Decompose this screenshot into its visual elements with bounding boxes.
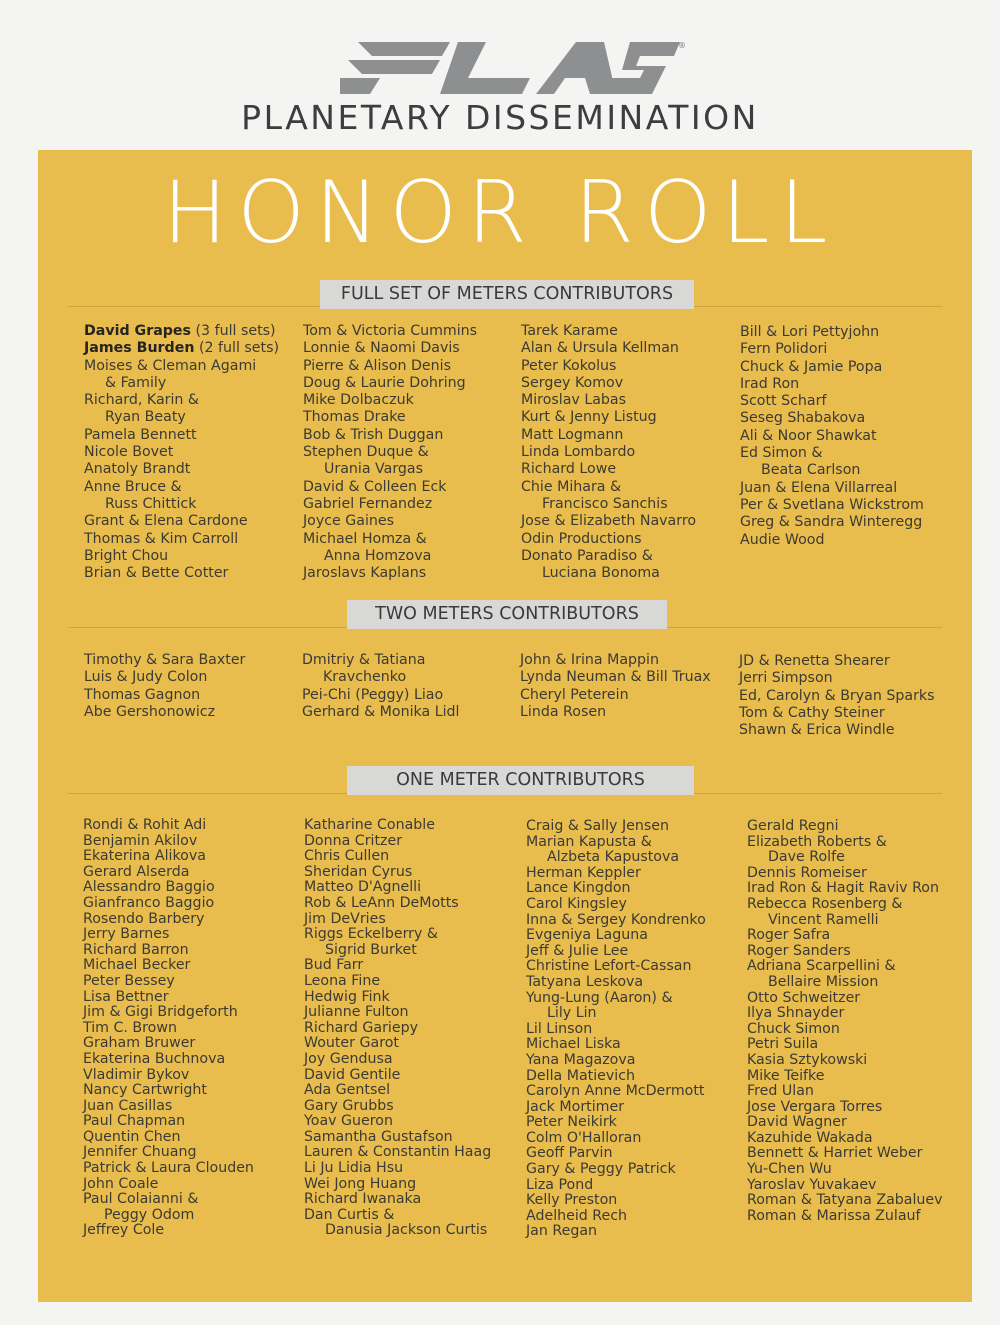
honoree: Timothy & Sara Baxter	[84, 652, 246, 668]
honoree: Li Ju Lidia Hsu	[304, 1160, 404, 1177]
honoree: Peter Kokolus	[521, 357, 617, 374]
honoree: Nicole Bovet	[84, 444, 174, 461]
honoree: Fern Polidori	[740, 341, 828, 358]
honoree: Gerhard & Monika Lidl	[302, 703, 460, 720]
honoree: Rebecca Rosenberg &	[747, 895, 903, 912]
honoree: Gerard Alserda	[83, 863, 190, 880]
one-meter-column-2	[304, 818, 514, 1239]
honoree: Thomas Drake	[303, 409, 406, 426]
honoree: Jan Regan	[526, 1223, 598, 1240]
honoree: Herman Keppler	[526, 864, 641, 881]
honoree: Jaroslavs Kaplans	[303, 565, 427, 582]
honoree: Kurt & Jenny Listug	[521, 409, 657, 426]
honoree: John & Irina Mappin	[520, 652, 659, 668]
full-set-column-4	[740, 324, 950, 549]
honoree: Bennett & Harriet Weber	[747, 1145, 923, 1162]
honoree: Tom & Cathy Steiner	[739, 704, 885, 721]
honoree: Evgeniya Laguna	[526, 927, 648, 944]
honoree: Hedwig Fink	[304, 988, 390, 1005]
honoree-continued: Kravchenko	[323, 669, 407, 686]
honoree: Gianfranco Baggio	[83, 894, 215, 911]
honoree-continued: Russ Chittick	[105, 495, 197, 512]
honoree: Yaroslav Yuvakaev	[747, 1176, 877, 1193]
honoree: Yoav Gueron	[304, 1113, 393, 1130]
honoree: JD & Renetta Shearer	[739, 653, 890, 669]
one-meter-column-3	[526, 819, 736, 1240]
honoree: Rondi & Rohit Adi	[83, 817, 207, 833]
honoree: Gary Grubbs	[304, 1097, 394, 1114]
honoree: Julianne Fulton	[304, 1004, 409, 1021]
honoree: Carol Kingsley	[526, 895, 627, 912]
honoree: Lance Kingdon	[526, 880, 631, 897]
honoree: Chuck & Jamie Popa	[740, 358, 883, 375]
honoree: Vladimir Bykov	[83, 1066, 190, 1083]
honoree: Matteo D'Agnelli	[304, 879, 422, 896]
honoree: Michael Liska	[526, 1036, 621, 1053]
honoree: Tom & Victoria Cummins	[303, 323, 478, 339]
honoree: Grant & Elena Cardone	[84, 513, 248, 530]
honoree: Lil Linson	[526, 1020, 593, 1037]
honoree-continued: Urania Vargas	[324, 461, 424, 478]
honoree: Mike Teifke	[747, 1067, 825, 1084]
honoree: James Burden (2 full sets)	[84, 340, 280, 357]
honoree: Jose Vergara Torres	[747, 1098, 883, 1115]
honoree: Fred Ulan	[747, 1083, 814, 1100]
honoree: Graham Bruwer	[83, 1035, 196, 1052]
honoree: Peter Neikirk	[526, 1114, 617, 1131]
honoree-continued: Vincent Ramelli	[768, 911, 879, 928]
honoree: Scott Scharf	[740, 393, 827, 410]
honoree: Thomas Gagnon	[84, 686, 201, 703]
honoree: Odin Productions	[521, 530, 642, 547]
honoree: Adriana Scarpellini &	[747, 958, 896, 975]
honoree: Chris Cullen	[304, 848, 390, 865]
honoree: Inna & Sergey Kondrenko	[526, 911, 706, 928]
honoree: Juan & Elena Villarreal	[740, 479, 898, 496]
one-meter-heading: ONE METER CONTRIBUTORS	[347, 766, 694, 795]
honoree: Bill & Lori Pettyjohn	[740, 324, 880, 340]
honoree-continued: Ryan Beaty	[105, 409, 186, 426]
honoree: Rosendo Barbery	[83, 910, 205, 927]
honoree: Ilya Shnayder	[747, 1005, 845, 1022]
honoree: Gerald Regni	[747, 818, 839, 834]
honoree: Kasia Sztykowski	[747, 1051, 868, 1068]
svg-text:®: ®	[678, 41, 686, 50]
full-set-column-1	[84, 323, 294, 582]
honoree-continued: Peggy Odom	[104, 1206, 195, 1223]
honoree-continued: Luciana Bonoma	[542, 565, 660, 582]
honoree: Nancy Cartwright	[83, 1082, 207, 1099]
honoree: Della Matievich	[526, 1067, 636, 1084]
honoree: Jennifer Chuang	[83, 1144, 197, 1161]
honoree: Mike Dolbaczuk	[303, 392, 414, 409]
honoree: Jose & Elizabeth Navarro	[521, 513, 697, 530]
honoree: Anne Bruce &	[84, 478, 182, 495]
honoree: Irad Ron & Hagit Raviv Ron	[747, 880, 939, 897]
honoree: Donna Critzer	[304, 832, 403, 849]
honoree: Roman & Tatyana Zabaluev	[747, 1192, 943, 1209]
one-meter-column-1	[83, 818, 293, 1239]
honoree: Sergey Komov	[521, 374, 624, 391]
honoree: Juan Casillas	[83, 1097, 173, 1114]
honoree: Irad Ron	[740, 375, 800, 392]
honoree-continued: Lily Lin	[547, 1005, 597, 1022]
two-meters-heading: TWO METERS CONTRIBUTORS	[347, 600, 667, 629]
honoree: Moises & Cleman Agami	[84, 357, 257, 374]
honoree: Yung-Lung (Aaron) &	[526, 989, 673, 1006]
honoree: Luis & Judy Colon	[84, 669, 208, 686]
honoree: Tim C. Brown	[83, 1019, 177, 1036]
honoree: Dmitriy & Tatiana	[302, 652, 426, 668]
honoree: Lisa Bettner	[83, 988, 169, 1005]
full-set-column-3	[521, 323, 731, 582]
honoree: Wouter Garot	[304, 1035, 399, 1052]
honoree: Peter Bessey	[83, 972, 175, 989]
honoree-continued: Bellaire Mission	[768, 973, 879, 990]
honoree: Tarek Karame	[521, 323, 618, 339]
honoree: Petri Suila	[747, 1036, 819, 1053]
honoree: Alessandro Baggio	[83, 879, 215, 896]
organization-name: PLANETARY DISSEMINATION	[241, 98, 759, 137]
honoree: Bright Chou	[84, 547, 169, 564]
honoree: Donato Paradiso &	[521, 547, 653, 564]
honoree: Linda Lombardo	[521, 444, 636, 461]
honoree: David Wagner	[747, 1114, 847, 1131]
honoree: Paul Chapman	[83, 1113, 186, 1130]
honoree: Audie Wood	[740, 531, 825, 548]
honoree: Roger Sanders	[747, 942, 851, 959]
honoree: Joy Gendusa	[304, 1050, 393, 1067]
honoree: Richard Gariepy	[304, 1019, 418, 1036]
page-title: HONOR ROLL	[162, 163, 838, 263]
one-meter-column-4	[747, 819, 957, 1224]
honoree: Linda Rosen	[520, 703, 607, 720]
honoree: Ada Gentsel	[304, 1082, 391, 1099]
honoree: Cheryl Peterein	[520, 686, 629, 703]
honoree: Abe Gershonowicz	[84, 703, 216, 720]
honoree: Benjamin Akilov	[83, 832, 198, 849]
honoree: Riggs Eckelberry &	[304, 926, 438, 943]
honoree-continued: & Family	[105, 374, 167, 391]
honoree: Jeffrey Cole	[83, 1222, 165, 1239]
honoree: Lynda Neuman & Bill Truax	[520, 669, 711, 686]
honoree: Paul Colaianni &	[83, 1191, 199, 1208]
honoree: Liza Pond	[526, 1176, 594, 1193]
honoree: Joyce Gaines	[303, 513, 395, 530]
honoree: Michael Homza &	[303, 530, 427, 547]
honoree: Colm O'Halloran	[526, 1129, 642, 1146]
honoree-continued: Beata Carlson	[761, 462, 861, 479]
honoree: Marian Kapusta &	[526, 833, 652, 850]
honoree: Jeff & Julie Lee	[526, 942, 629, 959]
honoree-continued: Sigrid Burket	[325, 941, 417, 958]
honoree: Sheridan Cyrus	[304, 863, 413, 880]
honoree: Richard Lowe	[521, 461, 617, 478]
honoree: Christine Lefort-Cassan	[526, 958, 692, 975]
honoree: Roger Safra	[747, 927, 831, 944]
honoree: Ekaterina Alikova	[83, 848, 206, 865]
honoree: Per & Svetlana Wickstrom	[740, 496, 924, 513]
full-set-heading: FULL SET OF METERS CONTRIBUTORS	[320, 280, 694, 309]
honoree: Michael Becker	[83, 957, 191, 974]
honoree: Thomas & Kim Carroll	[84, 530, 239, 547]
honoree: Seseg Shabakova	[740, 410, 866, 427]
honoree: Lonnie & Naomi Davis	[303, 340, 460, 357]
honoree: Jerry Barnes	[83, 926, 170, 943]
honoree: Brian & Bette Cotter	[84, 565, 229, 582]
honoree: Wei Jong Huang	[304, 1175, 417, 1192]
honoree: Chie Mihara &	[521, 478, 622, 495]
honoree: David Grapes (3 full sets)	[84, 323, 276, 339]
honoree: Elizabeth Roberts &	[747, 833, 887, 850]
honoree: Bob & Trish Duggan	[303, 426, 444, 443]
honoree: John Coale	[83, 1175, 159, 1192]
honoree: Stephen Duque &	[303, 444, 429, 461]
honoree: Pierre & Alison Denis	[303, 357, 451, 374]
honoree-continued: Dave Rolfe	[768, 849, 845, 866]
honoree: Greg & Sandra Winteregg	[740, 514, 923, 531]
honoree: Dennis Romeiser	[747, 864, 867, 881]
honoree: Ali & Noor Shawkat	[740, 427, 877, 444]
honoree: Kazuhide Wakada	[747, 1129, 873, 1146]
honoree-continued: Danusia Jackson Curtis	[325, 1222, 488, 1239]
honoree: Anatoly Brandt	[84, 461, 191, 478]
honoree: Doug & Laurie Dohring	[303, 374, 466, 391]
honoree: Jerri Simpson	[739, 670, 833, 687]
two-meters-column-4	[739, 653, 949, 739]
honoree: Richard Barron	[83, 941, 189, 958]
honoree: Craig & Sally Jensen	[526, 818, 669, 834]
honoree: Patrick & Laura Clouden	[83, 1160, 254, 1177]
honoree-continued: Alzbeta Kapustova	[547, 849, 680, 866]
honoree: Roman & Marissa Zulauf	[747, 1207, 921, 1224]
honoree: Kelly Preston	[526, 1192, 618, 1209]
two-meters-column-1	[84, 652, 294, 721]
flag-logo-icon	[340, 38, 686, 96]
honoree: Shawn & Erica Windle	[739, 722, 895, 739]
honoree: Tatyana Leskova	[526, 973, 644, 990]
honoree: Leona Fine	[304, 972, 381, 989]
honoree: Adelheid Rech	[526, 1207, 628, 1224]
honoree: Gabriel Fernandez	[303, 495, 433, 512]
honoree-continued: Francisco Sanchis	[542, 495, 668, 512]
two-meters-column-2	[302, 652, 512, 721]
honoree: Jim DeVries	[304, 910, 386, 927]
honoree: David & Colleen Eck	[303, 478, 447, 495]
honoree: Jim & Gigi Bridgeforth	[83, 1004, 238, 1021]
honoree: Bud Farr	[304, 957, 364, 974]
two-meters-column-3	[520, 652, 730, 721]
honoree: Matt Logmann	[521, 426, 624, 443]
honoree: Pei-Chi (Peggy) Liao	[302, 686, 444, 703]
honoree: Gary & Peggy Patrick	[526, 1161, 676, 1178]
honoree: Miroslav Labas	[521, 392, 627, 409]
honoree: Samantha Gustafson	[304, 1128, 453, 1145]
honoree: David Gentile	[304, 1066, 401, 1083]
honoree: Alan & Ursula Kellman	[521, 340, 679, 357]
honoree: Ed, Carolyn & Bryan Sparks	[739, 687, 935, 704]
honoree: Yana Magazova	[526, 1051, 636, 1068]
honoree: Yu-Chen Wu	[747, 1161, 832, 1178]
honoree: Otto Schweitzer	[747, 989, 861, 1006]
honoree: Carolyn Anne McDermott	[526, 1083, 705, 1100]
honoree: Jack Mortimer	[526, 1098, 625, 1115]
honoree: Geoff Parvin	[526, 1145, 613, 1162]
honoree: Ekaterina Buchnova	[83, 1050, 226, 1067]
honoree: Pamela Bennett	[84, 426, 197, 443]
honoree: Richard Iwanaka	[304, 1191, 422, 1208]
honoree: Dan Curtis &	[304, 1206, 395, 1223]
honoree-continued: Anna Homzova	[324, 547, 432, 564]
honoree: Ed Simon &	[740, 445, 823, 462]
honoree: Quentin Chen	[83, 1128, 181, 1145]
full-set-column-2	[303, 323, 513, 582]
honoree: Chuck Simon	[747, 1020, 840, 1037]
honoree: Lauren & Constantin Haag	[304, 1144, 492, 1161]
honoree: Rob & LeAnn DeMotts	[304, 894, 459, 911]
honoree: Katharine Conable	[304, 817, 435, 833]
honoree: Richard, Karin &	[84, 392, 199, 409]
